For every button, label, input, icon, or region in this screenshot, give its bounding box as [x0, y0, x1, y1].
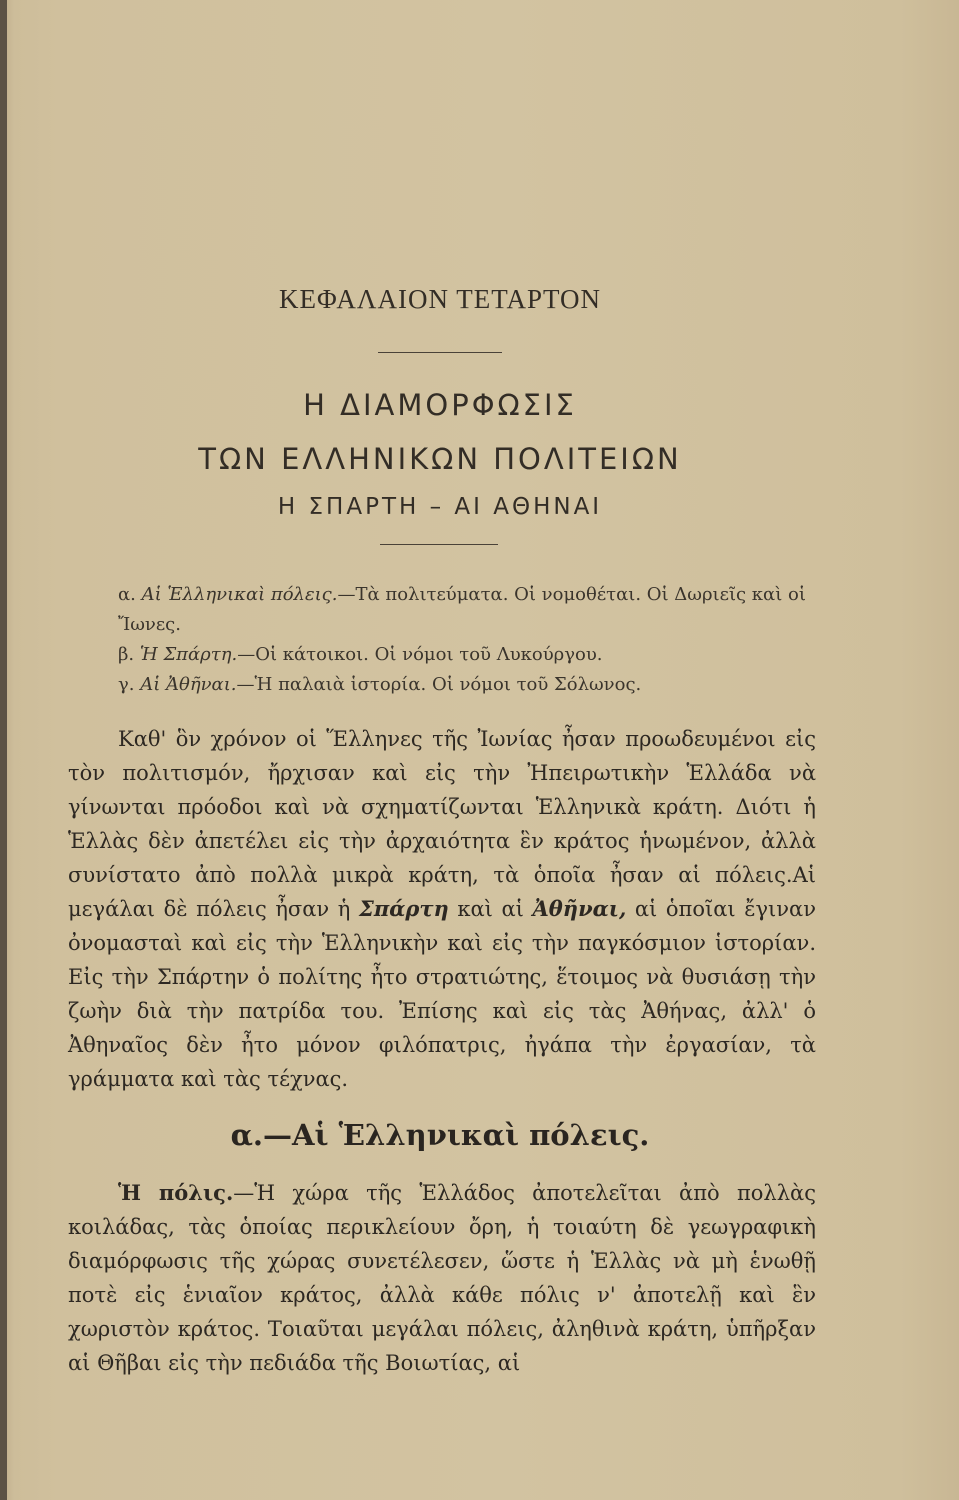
divider-rule [378, 352, 502, 353]
summary-text: —Τὰ πολιτεύματα. Οἱ νομοθέται. Οἱ Δωριεῖς καὶ οἱ Ἴωνες. [118, 584, 806, 635]
section-paragraph [68, 1176, 816, 1380]
summary-head: Αἱ Ἑλληνικαὶ πόλεις. [141, 584, 338, 605]
summary-label: β. [118, 644, 135, 665]
divider-rule [380, 544, 498, 545]
sparta-emphasis: Σπάρτη [358, 896, 449, 921]
chapter-heading: ΚΕΦΑΛΑΙΟΝ ΤΕΤΑΡΤΟΝ [278, 284, 602, 314]
summary-head: Αἱ Ἀθῆναι. [140, 674, 237, 695]
summary-head: Ἡ Σπάρτη. [139, 644, 238, 665]
summary-item [118, 580, 818, 640]
chapter-summary [118, 580, 818, 700]
subtitle: Η ΣΠΑΡΤΗ – ΑΙ ΑΘΗΝΑΙ [277, 494, 603, 520]
summary-item [118, 640, 818, 670]
section-heading: α.—Αἱ Ἑλληνικαὶ πόλεις. [230, 1118, 650, 1152]
summary-text: —Ἡ παλαιὰ ἱστορία. Οἱ νόμοι τοῦ Σόλωνος. [236, 674, 642, 695]
summary-label: γ. [118, 674, 135, 695]
intro-text: καὶ αἱ [448, 897, 533, 921]
intro-text: αἱ ὁποῖαι ἔγιναν ὀνομασταὶ καὶ εἰς τὴν Ἑλληνικὴν καὶ εἰς τὴν παγκόσμιον ἱστορίαν. Εἰς τὴν Σπάρτην ὁ πολίτης ἦτο στρατιώτης, ἕτοιμος νὰ θυσιάσῃ τὴν ζωὴν διὰ τὴν πατρίδα του. Ἐπίσης καὶ εἰς τὰς Ἀθήνας, ἀλλ' ὁ Ἀθηναῖος δὲν ἦτο μόνον φιλόπατρις, ἠγάπα τὴν ἐργασίαν, τὰ γράμματα καὶ τὰς τέχνας. [68, 897, 817, 1091]
intro-paragraph [68, 722, 816, 1096]
page-spine [0, 0, 7, 1500]
summary-label: α. [118, 584, 136, 605]
section-text: —Ἡ χώρα τῆς Ἑλλάδος ἀποτελεῖται ἀπὸ πολλὰς κοιλάδας, τὰς ὁποίας περικλείουν ὄρη, ἡ τοιαύτη δὲ γεωγραφικὴ διαμόρφωσις τῆς χώρας συνετέλεσεν, ὥστε ἡ Ἑλλὰς νὰ μὴ ἑνωθῇ ποτὲ εἰς ἑνιαῖον κράτος, ἀλλὰ κάθε πόλις ν' ἀποτελῇ καὶ ἓν χωριστὸν κράτος. Τοιαῦται μεγάλαι πόλεις, ἀληθινὰ κράτη, ὑπῆρξαν αἱ Θῆβαι εἰς τὴν πεδιάδα τῆς Βοιωτίας, αἱ [68, 1181, 816, 1375]
section-lead: Ἡ πόλις. [118, 1180, 234, 1205]
athens-emphasis: Ἀθῆναι, [532, 896, 627, 921]
summary-item [118, 670, 818, 700]
title-line-2: ΤΩΝ ΕΛΛΗΝΙΚΩΝ ΠΟΛΙΤΕΙΩΝ [198, 442, 682, 476]
intro-text: Καθ' ὃν χρόνον οἱ Ἕλληνες τῆς Ἰωνίας ἦσαν προωδευμένοι εἰς τὸν πολιτισμόν, ἤρχισαν καὶ εἰς τὴν Ἠπειρωτικὴν Ἑλλάδα νὰ γίνωνται πρόοδοι καὶ νὰ σχηματίζωνται Ἑλληνικὰ κράτη. Διότι ἡ Ἑλλὰς δὲν ἀπετέλει εἰς τὴν ἀρχαιότητα ἓν κράτος ἡνωμένον, ἀλλὰ συνίστατο ἀπὸ πολλὰ μικρὰ κράτη, τὰ ὁποῖα ἦσαν αἱ πόλεις.Αἱ μεγάλαι δὲ πόλεις ἦσαν ἡ [68, 727, 816, 921]
summary-text: —Οἱ κάτοικοι. Οἱ νόμοι τοῦ Λυκούργου. [237, 644, 603, 665]
title-line-1: Η ΔΙΑΜΟΡΦΩΣΙΣ [303, 388, 577, 422]
